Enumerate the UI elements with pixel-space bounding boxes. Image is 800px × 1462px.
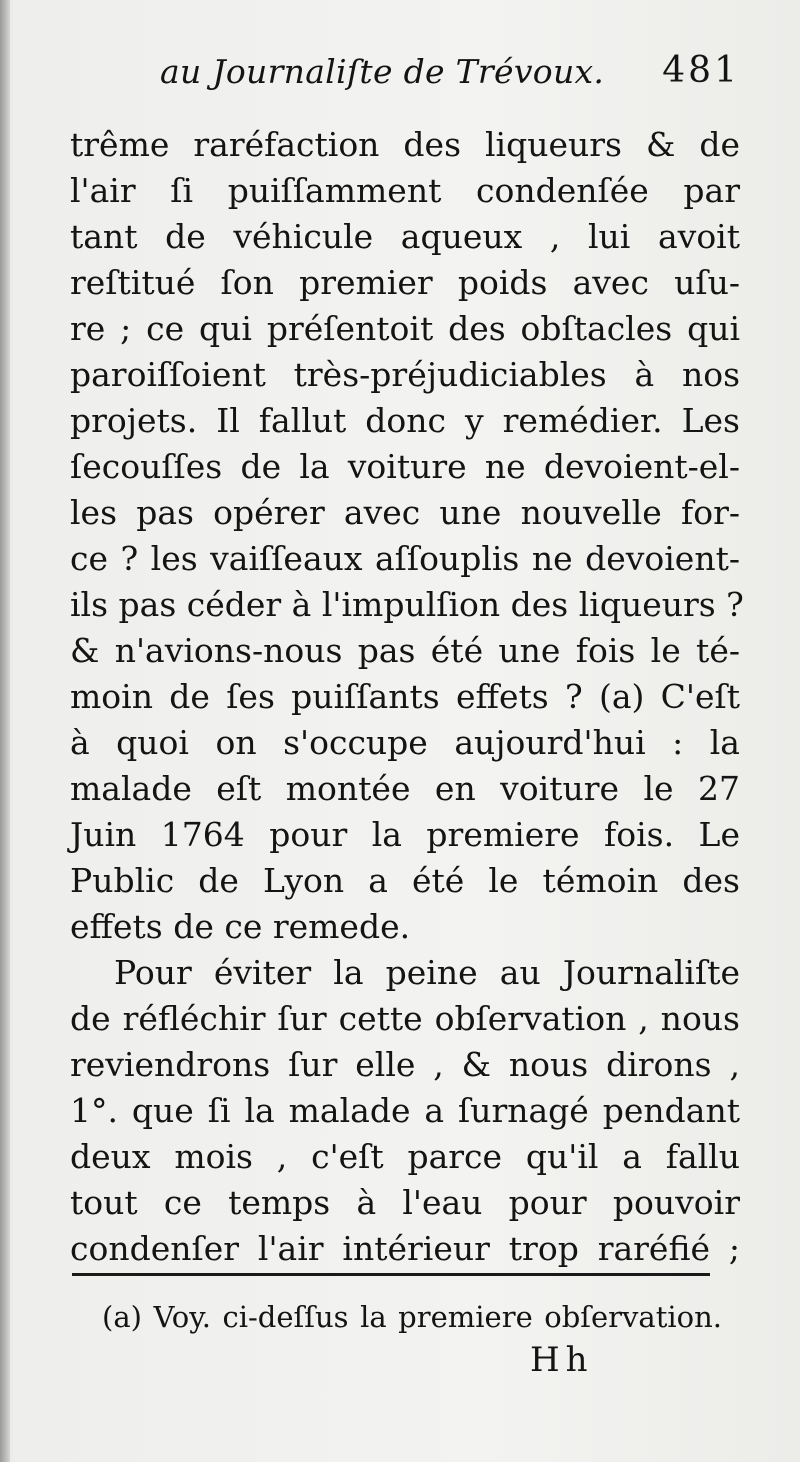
text-line: Juin 1764 pour la premiere fois. Le bbox=[70, 815, 740, 854]
text-line: moin de ſes puiſſants effets ? (a) C'eſt bbox=[70, 677, 740, 716]
text-line: 1°. que ſi la malade a ſurnagé pendant bbox=[70, 1091, 740, 1130]
text-line: tant de véhicule aqueux , lui avoit bbox=[70, 217, 740, 256]
text-line: l'air ſi puiſſamment condenſée par bbox=[70, 171, 740, 210]
text-line: ſecouſſes de la voiture ne devoient-el- bbox=[70, 447, 740, 486]
text-line: condenſer l'air intérieur trop raréfié ; bbox=[70, 1229, 740, 1268]
page-number: 481 bbox=[662, 50, 740, 91]
text-line: de réfléchir ſur cette obſervation , nous bbox=[70, 999, 740, 1038]
text-line: les pas opérer avec une nouvelle for- bbox=[70, 493, 740, 532]
text-line: & n'avions-nous pas été une fois le té- bbox=[70, 631, 740, 670]
running-head: au Journaliſte de Trévoux. bbox=[160, 52, 605, 91]
page-header bbox=[160, 52, 740, 104]
footnote-rule bbox=[72, 1273, 710, 1276]
text-line: tout ce temps à l'eau pour pouvoir bbox=[70, 1183, 740, 1222]
text-line: ils pas céder à l'impulſion des liqueurs ? bbox=[70, 585, 744, 624]
text-line: deux mois , c'eſt parce qu'il a fallu bbox=[70, 1137, 740, 1176]
text-line: effets de ce remede. bbox=[70, 907, 411, 946]
text-line: ce ? les vaiſſeaux aſſouplis ne devoient- bbox=[70, 539, 740, 578]
text-line: Public de Lyon a été le témoin des bbox=[70, 861, 740, 900]
text-line: paroiſſoient très-préjudiciables à nos bbox=[70, 355, 740, 394]
text-line: Pour éviter la peine au Journaliſte bbox=[114, 953, 740, 992]
body-text bbox=[70, 122, 744, 1272]
text-line: reviendrons ſur elle , & nous dirons , bbox=[70, 1045, 740, 1084]
text-line: projets. Il fallut donc y remédier. Les bbox=[70, 401, 740, 440]
text-line: malade eſt montée en voiture le 27 bbox=[70, 769, 740, 808]
signature-mark: Hh bbox=[530, 1340, 594, 1380]
footnote: (a) Voy. ci-deſſus la premiere obſervation. bbox=[102, 1300, 722, 1334]
text-line: trême raréfaction des liqueurs & de bbox=[70, 125, 740, 164]
text-line: reſtitué ſon premier poids avec uſu- bbox=[70, 263, 740, 302]
text-line: re ; ce qui préſentoit des obſtacles qui bbox=[70, 309, 740, 348]
text-line: à quoi on s'occupe aujourd'hui : la bbox=[70, 723, 740, 762]
